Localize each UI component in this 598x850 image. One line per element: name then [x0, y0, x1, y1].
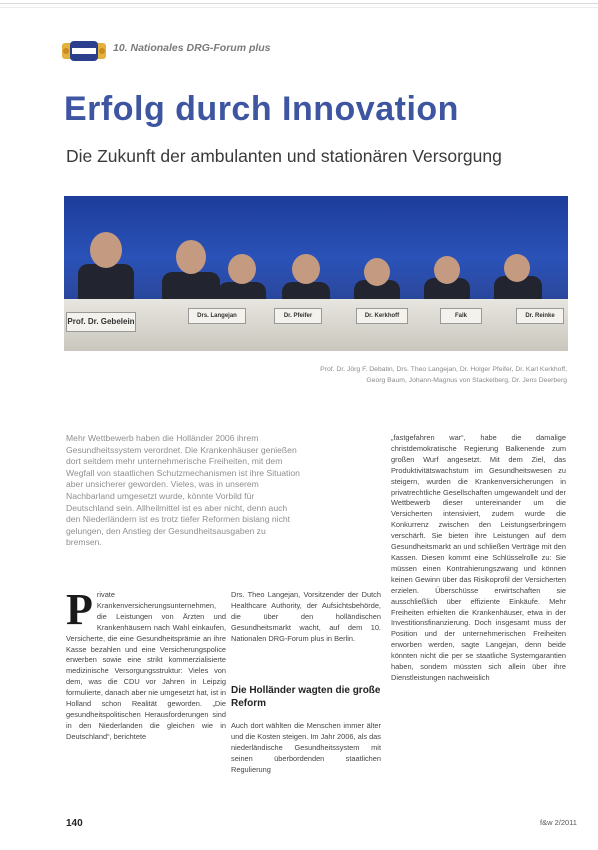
- panelist-3-head: [228, 254, 256, 284]
- drg-forum-logo: [62, 39, 106, 63]
- name-plate: Falk: [440, 308, 482, 324]
- issue-label: f&w 2/2011: [540, 818, 577, 827]
- panelist-5-head: [364, 258, 390, 286]
- article-intro: Mehr Wettbewerb haben die Holländer 2006 ihrem Gesundheitssystem verordnet. Die Krankenhäuser genießen dort seitdem mehr unternehmerische Freiheiten, mit dem Wegfall von staatlichen Schutzmechanismen ist ihre Situation aber unsicherer geworden. Vieles, was in unserem Nachbarland umgesetzt wurde, könnte Vorbild für Deutschland sein. Allheilmittel ist es aber nicht, denn auch den Niederländern ist es trotz tiefer Reformen bislang nicht gelungen, den Anstieg der Gesundheitsausgaben zu bremsen.: [66, 433, 300, 548]
- panelist-4-head: [292, 254, 320, 284]
- top-rule: [0, 3, 598, 4]
- article-column-2-continued: Auch dort wählten die Menschen immer älter und die Kosten steigen. Im Jahr 2006, als das niederländische Gesundheitssystem mit seinen überbordenden staatlichen Regulierung: [231, 721, 381, 774]
- subheadline: Die Zukunft der ambulanten und stationären Versorgung: [66, 146, 502, 166]
- panelist-7-head: [504, 254, 530, 282]
- name-plate: Dr. Kerkhoff: [356, 308, 408, 324]
- panelist-1-head: [90, 232, 122, 268]
- page-number: 140: [66, 818, 83, 829]
- drop-cap: P: [66, 585, 93, 634]
- article-column-3: „fastgefahren war“, habe die damalige christdemokratische Regierung Balkenende zum großen Wurf angesetzt. Mit dem Ziel, das Produktivitätswachstum im Gesundheitswesen zu steigern, wurden die Krankenversicherungen in privatrechtliche Gesellschaften umgewandelt und der Wettbewerb dieser untereinander um die Versicherten intensiviert, zudem wurde die Konkurrenz zwischen den Leistungserbringern verschärft. Sie bieten ihre Leistungen auf dem Gesundheitsmarkt an und schließen Verträge mit den Kassen. Diesen kommt eine Schlüsselrolle zu: Sie müssen einen Kontrahierungszwang und können keinen Gewinn über das Risikoprofil der Versicherten erzielen. Überschüsse erwirtschaften sie ausschließlich über effiziente Einkäufe. Mehr Freiheiten erhielten die Krankenhäuser, etwa in der Investitionsfinanzierung. Doch insgesamt muss der Position und der unternehmerischen Freiheiten erworben werden, sagte Langejan, denn beide könnten nicht die per se staatliche Systemgarantien haben, sondern müssten sich allein über ihre Dienstleistungen nachweislich: [391, 433, 566, 682]
- caption-line-2: Georg Baum, Johann-Magnus von Stackelberg, Dr. Jens Deerberg: [366, 376, 567, 384]
- name-plate: Dr. Pfeifer: [274, 308, 322, 324]
- top-rule-secondary: [0, 7, 598, 8]
- article-subhead: Die Holländer wagten die große Reform: [231, 685, 381, 709]
- panel-table: [64, 299, 568, 351]
- name-plate: Drs. Langejan: [188, 308, 246, 324]
- name-plate: Prof. Dr. Gebelein: [66, 312, 136, 332]
- panel-photo: [64, 196, 568, 351]
- name-plate: Dr. Reinke: [516, 308, 564, 324]
- article-column-2: Drs. Theo Langejan, Vorsitzender der Dutch Healthcare Authority, der Aufsichtsbehörde, die über den holländischen Gesundheitsmarkt wacht, auf dem 10. Nationalen DRG-Forum plus in Berlin.: [231, 590, 381, 643]
- section-label: 10. Nationales DRG-Forum plus: [113, 42, 271, 54]
- column-1-text: rivate Krankenversicherungsunternehmen, die Leistungen von Ärzten und Krankenhäusern nach Wahl einkaufen, Versicherte, die eine Gesundheitsprämie an ihre Kasse bezahlen und eine Versicherungspolice erwerben sowie eine strikt kommerzialisierte medizinische Versorgungsstruktur: Vieles von dem, was die CDU vor Jahren in Leipzig formulierte, danach aber nie umgesetzt hat, ist in Holland schon Realität geworden. „Die gesundheitspolitischen Herausforderungen sind in den Niederlanden die gleichen wie in Deutschland“, berichtete: [66, 590, 226, 741]
- panelist-2-head: [176, 240, 206, 274]
- article-column-1: [66, 585, 226, 743]
- caption-line-1: Prof. Dr. Jörg F. Debatin, Drs. Theo Langejan, Dr. Holger Pfeifer, Dr. Karl Kerkhoff,: [320, 366, 567, 373]
- headline: Erfolg durch Innovation: [64, 90, 459, 128]
- photo-caption: [267, 365, 567, 386]
- panelist-6-head: [434, 256, 460, 284]
